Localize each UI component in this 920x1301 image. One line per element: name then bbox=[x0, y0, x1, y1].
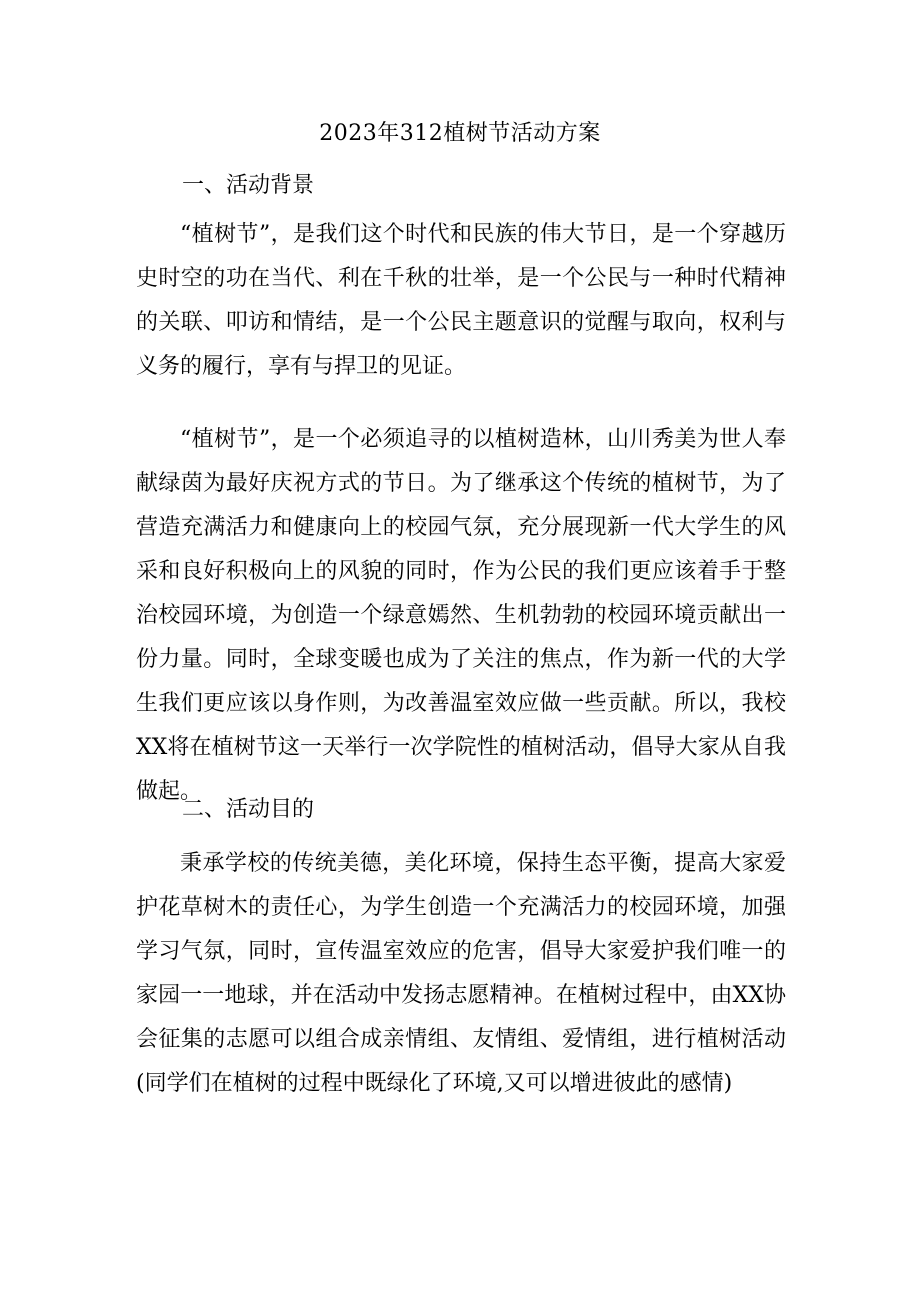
paragraph-background-2: “植树节”，是一个必须追寻的以植树造林，山川秀美为世人奉献绿茵为最好庆祝方式的节日。为了继承这个传统的植树节，为了营造充满活力和健康向上的校园气氛，充分展现新一代大学生的风采和良好积极向上的风貌的同时，作为公民的我们更应该着手于整治校园环境，为创造一个绿意嫣然、生机勃勃的校园环境贡献出一份力量。同时，全球变暖也成为了关注的焦点，作为新一代的大学生我们更应该以身作则，为改善温室效应做一些贡献。所以，我校XX将在植树节这一天举行一次学院性的植树活动，倡导大家从自我做起。 bbox=[136, 427, 786, 804]
section-heading-background: 一、活动背景 bbox=[182, 173, 315, 198]
paragraph-background-1: “植树节”，是我们这个时代和民族的伟大节日，是一个穿越历史时空的功在当代、利在千秋的壮举，是一个公民与一种时代精神的关联、叩访和情结，是一个公民主题意识的觉醒与取向，权利与义务的履行，享有与捍卫的见证。 bbox=[136, 222, 786, 379]
paragraph-purpose-1: 秉承学校的传统美德，美化环境，保持生态平衡，提高大家爱护花草树木的责任心，为学生创造一个充满活力的校园环境，加强学习气氛，同时，宣传温室效应的危害，倡导大家爱护我们唯一的家园一一地球，并在活动中发扬志愿精神。在植树过程中，由XX协会征集的志愿可以组合成亲情组、友情组、爱情组，进行植树活动(同学们在植树的过程中既绿化了环境,又可以增进彼此的感情) bbox=[136, 851, 786, 1096]
section-heading-purpose: 二、活动目的 bbox=[182, 797, 315, 822]
document-title: 2023年312植树节活动方案 bbox=[319, 121, 601, 146]
